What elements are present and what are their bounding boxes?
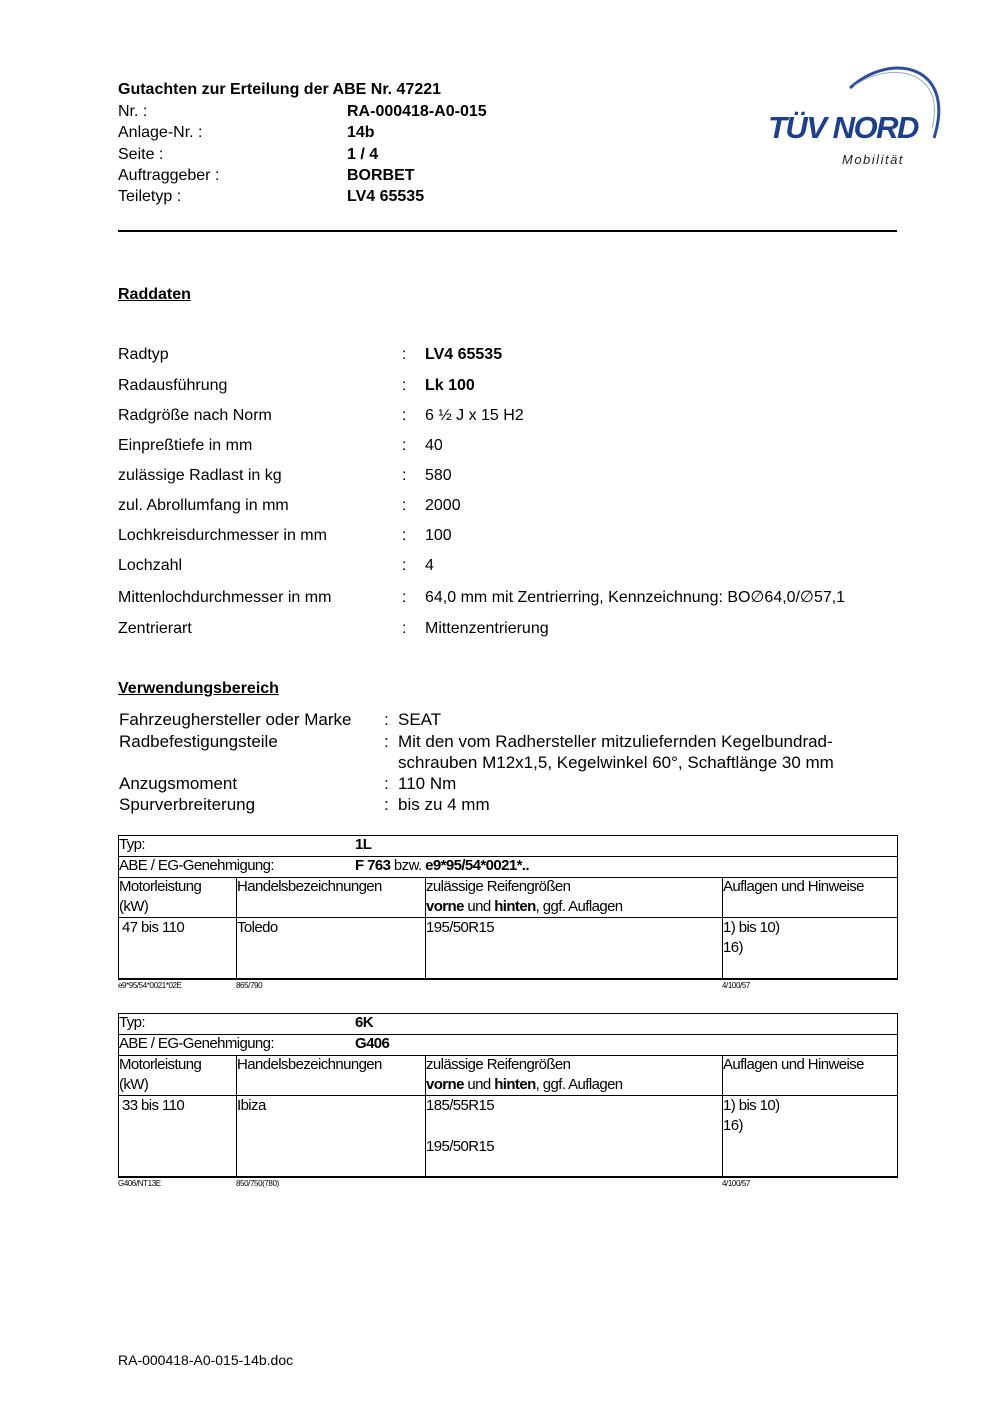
header-label: Teiletyp : xyxy=(118,188,182,205)
colon: : xyxy=(402,346,407,363)
abe-number: F 763 xyxy=(355,857,391,874)
colon: : xyxy=(402,527,407,544)
colon: : xyxy=(384,774,389,793)
usage-label: Fahrzeughersteller oder Marke xyxy=(119,710,352,729)
table-rule xyxy=(118,917,898,918)
header-label: Auftraggeber : xyxy=(118,167,220,184)
usage-value: SEAT xyxy=(398,710,442,729)
raddaten-label: Zentrierart xyxy=(118,620,192,637)
raddaten-label: Mittenlochdurchmesser in mm xyxy=(118,589,332,606)
eg-number: e9*95/54*0021*.. xyxy=(425,857,529,874)
colon: : xyxy=(384,710,389,729)
col-header-handel: Handelsbezeichnungen xyxy=(237,1056,382,1073)
auflagen-text: , ggf. Auflagen xyxy=(535,898,623,915)
handel-value: Ibiza xyxy=(237,1097,266,1114)
colon: : xyxy=(402,557,407,574)
raddaten-value: 40 xyxy=(425,437,443,454)
tyre-value: 195/50R15 xyxy=(426,919,494,936)
raddaten-value: LV4 65535 xyxy=(425,346,503,363)
col-header-handel: Handelsbezeichnungen xyxy=(237,878,382,895)
raddaten-value: Lk 100 xyxy=(425,377,475,394)
motor-value: 33 bis 110 xyxy=(122,1097,185,1114)
table-rule xyxy=(897,1013,898,1178)
abe-value xyxy=(355,856,529,876)
handel-value: Toledo xyxy=(237,919,278,936)
section-title-raddaten: Raddaten xyxy=(118,286,191,303)
col-header-reifen: zulässige Reifengrößen xyxy=(426,878,571,895)
note-value: 16) xyxy=(723,939,743,956)
col-header-motor: Motorleistung xyxy=(119,1056,202,1073)
vorne-text: vorne xyxy=(426,898,464,915)
table-rule xyxy=(118,835,898,836)
usage-value: bis zu 4 mm xyxy=(398,795,490,814)
raddaten-label: Einpreßtiefe in mm xyxy=(118,437,253,454)
header-value: BORBET xyxy=(347,167,415,184)
note-value: 16) xyxy=(723,1117,743,1134)
header-value: 14b xyxy=(347,124,375,141)
raddaten-value: 580 xyxy=(425,467,452,484)
header-label: Seite : xyxy=(118,146,164,163)
tyre-value: 185/55R15 xyxy=(426,1097,494,1114)
typ-value: 1L xyxy=(355,836,372,853)
usage-label: Radbefestigungsteile xyxy=(119,732,278,751)
und-text: und xyxy=(463,1076,495,1093)
raddaten-value: 4 xyxy=(425,557,434,574)
vehicle-table xyxy=(118,1013,898,1188)
raddaten-label: Radausführung xyxy=(118,377,228,394)
header-divider xyxy=(118,230,897,232)
usage-value: Mit den vom Radhersteller mitzuliefernden Kegelbundrad- xyxy=(398,732,833,751)
tyre-value: 195/50R15 xyxy=(426,1138,494,1155)
table-rule xyxy=(897,835,898,980)
raddaten-value: Mittenzentrierung xyxy=(425,620,549,637)
col-header-motor: Motorleistung xyxy=(119,878,202,895)
colon: : xyxy=(402,497,407,514)
logo-subtext: Mobilität xyxy=(842,152,904,167)
document-title: Gutachten zur Erteilung der ABE Nr. 47221 xyxy=(118,81,442,98)
raddaten-value: 6 ½ J x 15 H2 xyxy=(425,407,524,424)
vehicle-table xyxy=(118,835,898,990)
usage-label: Anzugsmoment xyxy=(119,774,238,793)
note-value: 1) bis 10) xyxy=(723,1097,780,1114)
raddaten-label: Radtyp xyxy=(118,346,169,363)
col-header-reifen-sub xyxy=(426,1075,623,1095)
tuv-nord-logo xyxy=(762,56,942,174)
typ-label: Typ: xyxy=(119,1014,145,1031)
colon: : xyxy=(384,795,389,814)
abe-number: G406 xyxy=(355,1035,390,1052)
col-header-kw: (kW) xyxy=(119,898,149,915)
footnote-code: 865/790 xyxy=(236,981,263,990)
col-header-hinweise: Auflagen und Hinweise xyxy=(723,1056,864,1073)
typ-value: 6K xyxy=(355,1014,373,1031)
header-label: Anlage-Nr. : xyxy=(118,124,203,141)
motor-value: 47 bis 110 xyxy=(122,919,185,936)
abe-label: ABE / EG-Genehmigung: xyxy=(119,857,274,874)
section-title-verwendungsbereich: Verwendungsbereich xyxy=(118,680,279,697)
colon: : xyxy=(402,437,407,454)
note-value: 1) bis 10) xyxy=(723,919,780,936)
raddaten-value: 100 xyxy=(425,527,452,544)
colon: : xyxy=(384,732,389,751)
col-header-reifen: zulässige Reifengrößen xyxy=(426,1056,571,1073)
colon: : xyxy=(402,407,407,424)
footnote-code: 4/100/57 xyxy=(722,1179,750,1188)
table-rule xyxy=(118,1095,898,1096)
raddaten-label: Lochzahl xyxy=(118,557,183,574)
footnote-code: 850/750(780) xyxy=(236,1179,279,1188)
usage-value: 110 Nm xyxy=(398,774,457,793)
logo-text: TÜV NORD xyxy=(768,110,918,145)
table-rule xyxy=(118,1176,898,1178)
footnote-code: G406/NT13E xyxy=(118,1179,161,1188)
table-rule xyxy=(118,1013,898,1014)
raddaten-value: 2000 xyxy=(425,497,461,514)
abe-label: ABE / EG-Genehmigung: xyxy=(119,1035,274,1052)
und-text: und xyxy=(463,898,495,915)
header-label: Nr. : xyxy=(118,103,148,120)
colon: : xyxy=(402,377,407,394)
header-value: LV4 65535 xyxy=(347,188,425,205)
colon: : xyxy=(402,467,407,484)
footer-filename: RA-000418-A0-015-14b.doc xyxy=(118,1352,294,1368)
usage-label: Spurverbreiterung xyxy=(119,795,256,814)
abe-value xyxy=(355,1034,389,1054)
table-rule xyxy=(118,978,898,980)
col-header-reifen-sub xyxy=(426,897,623,917)
raddaten-label: zul. Abrollumfang in mm xyxy=(118,497,289,514)
colon: : xyxy=(402,620,407,637)
header-value: 1 / 4 xyxy=(347,146,379,163)
usage-value: schrauben M12x1,5, Kegelwinkel 60°, Schaftlänge 30 mm xyxy=(398,753,834,772)
col-header-hinweise: Auflagen und Hinweise xyxy=(723,878,864,895)
footnote-code: e9*95/54*0021*02E xyxy=(118,981,182,990)
raddaten-label: Radgröße nach Norm xyxy=(118,407,272,424)
colon: : xyxy=(402,589,407,606)
auflagen-text: , ggf. Auflagen xyxy=(535,1076,623,1093)
raddaten-label: Lochkreisdurchmesser in mm xyxy=(118,527,327,544)
raddaten-label: zulässige Radlast in kg xyxy=(118,467,282,484)
vorne-text: vorne xyxy=(426,1076,464,1093)
typ-label: Typ: xyxy=(119,836,145,853)
raddaten-value: 64,0 mm mit Zentrierring, Kennzeichnung: BO∅64,0/∅57,1 xyxy=(425,589,846,606)
footnote-code: 4/100/57 xyxy=(722,981,750,990)
abe-connector: bzw. xyxy=(390,857,426,874)
hinten-text: hinten xyxy=(494,1076,536,1093)
hinten-text: hinten xyxy=(494,898,536,915)
col-header-kw: (kW) xyxy=(119,1076,149,1093)
header-value: RA-000418-A0-015 xyxy=(347,103,487,120)
